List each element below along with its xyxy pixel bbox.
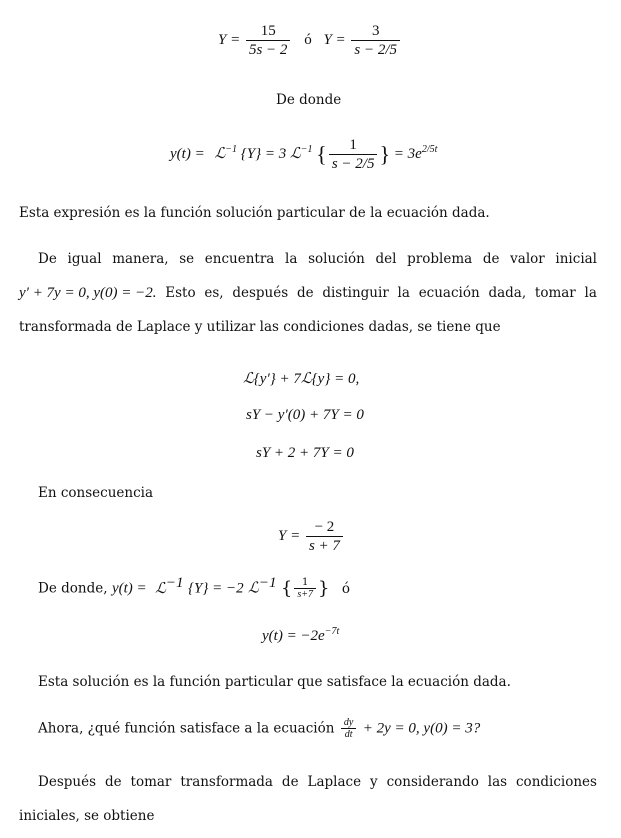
word: de	[482, 251, 500, 267]
paragraph-5-line-1	[38, 774, 597, 790]
eq3-lhs: Y =	[278, 527, 301, 544]
en-consecuencia-label: En consecuencia	[38, 485, 154, 501]
paragraph-1: Esta expresión es la función solución particular de la ecuación dada.	[19, 205, 490, 221]
paragraph-2-line-1	[38, 251, 597, 267]
word: manera,	[112, 251, 169, 267]
eq2-lhs: y(t) =	[170, 145, 205, 162]
word: de	[104, 774, 122, 790]
paragraph-4-text: Ahora, ¿qué función satisface a la ecuación	[38, 720, 335, 737]
paragraph-3: Esta solución es la función particular que satisface la ecuación dada.	[38, 674, 511, 690]
eq2-rhs: = 3e	[393, 145, 422, 162]
word: condiciones	[516, 774, 597, 790]
eq2-fraction	[329, 136, 378, 173]
word: es,	[204, 285, 224, 301]
word: ecuación	[418, 285, 480, 301]
word: la	[584, 285, 597, 301]
word: distinguir	[322, 285, 389, 301]
word: transformada	[180, 774, 273, 790]
eq5-num: 1	[294, 577, 316, 589]
derivative-fraction	[341, 717, 356, 740]
eq1-separator: ó	[304, 31, 312, 48]
eq5-lhs: y(t) =	[111, 580, 147, 597]
equation-Y-solution	[278, 518, 345, 555]
word: la	[285, 251, 298, 267]
eq4-exponent: −7t	[324, 626, 340, 637]
word: de	[296, 285, 314, 301]
paragraph-2-line-3: transformada de Laplace y utilizar las condiciones dadas, se tiene que	[19, 319, 501, 335]
eq3-fraction	[306, 518, 343, 555]
derivative-den: dt	[344, 729, 353, 740]
eq1-den1: 5s − 2	[248, 42, 288, 58]
inverse-exponent: −1	[300, 143, 313, 155]
right-brace: }	[318, 578, 330, 600]
word: valor	[510, 251, 545, 267]
eq4-lhs: y(t) = −2e	[262, 628, 325, 644]
equation-laplace-transform: ℒ{y′} + 7ℒ{y} = 0,	[243, 371, 360, 387]
word: la	[397, 285, 410, 301]
de-donde-label-2: De donde,	[38, 580, 108, 597]
eq5-arg: {Y} = −2	[187, 580, 244, 597]
word: considerando	[386, 774, 479, 790]
inverse-exponent: −1	[258, 575, 277, 591]
derivative-num: dy	[341, 717, 356, 729]
eq3-num: − 2	[306, 518, 343, 537]
laplace-symbol: ℒ	[214, 145, 226, 162]
word: y	[370, 774, 378, 790]
equation-y-of-t	[262, 626, 339, 645]
inverse-exponent: −1	[225, 143, 237, 155]
de-donde-label-1: De donde	[276, 92, 342, 108]
paragraph-5-line-2: iniciales, se obtiene	[19, 808, 155, 824]
inline-ivp: y′ + 7y = 0, y(0) = −2.	[19, 285, 157, 301]
eq2-num: 1	[329, 136, 378, 155]
word: igual	[67, 251, 102, 267]
eq2-den: s − 2/5	[331, 156, 375, 172]
eq1-fraction-1	[246, 22, 290, 59]
equation-inverse-laplace-2	[38, 575, 350, 600]
eq1-lhs: Y =	[218, 31, 241, 48]
eq1-den2: s − 2/5	[354, 42, 398, 58]
left-brace: {	[316, 141, 327, 167]
laplace-symbol: ℒ	[248, 580, 259, 597]
eq1-num1: 15	[246, 22, 290, 41]
eq1-fraction-2	[351, 22, 400, 59]
eq2-arg: {Y} = 3	[240, 145, 287, 162]
equation-sY-substituted: sY + 2 + 7Y = 0	[256, 445, 354, 461]
word: De	[38, 251, 57, 267]
eq1-lhs2: Y =	[323, 31, 346, 48]
word: Después	[38, 774, 96, 790]
word: problema	[407, 251, 473, 267]
word: después	[232, 285, 289, 301]
word: se	[179, 251, 195, 267]
equation-inverse-laplace-1	[170, 136, 437, 173]
word: tomar	[130, 774, 172, 790]
equation-sY-transform: sY − y′(0) + 7Y = 0	[246, 407, 364, 423]
left-brace: {	[280, 578, 293, 600]
word: Esto	[165, 285, 196, 301]
word: Laplace	[307, 774, 362, 790]
eq1-num2: 3	[351, 22, 400, 41]
word: las	[487, 774, 508, 790]
right-brace: }	[379, 141, 391, 167]
word: del	[375, 251, 397, 267]
paragraph-2-line-2	[19, 285, 597, 302]
word: solución	[308, 251, 365, 267]
laplace-symbol: ℒ	[289, 145, 301, 162]
laplace-symbol: ℒ	[155, 580, 166, 597]
eq2-exponent: 2/5t	[421, 143, 438, 155]
eq3-den: s + 7	[308, 538, 340, 554]
equation-y-fractions	[218, 22, 402, 59]
inverse-exponent: −1	[165, 575, 184, 591]
eq5-fraction	[294, 577, 316, 600]
paragraph-4-equation: + 2y = 0, y(0) = 3?	[362, 720, 481, 737]
word: inicial	[555, 251, 597, 267]
paragraph-4	[38, 717, 480, 740]
word: encuentra	[204, 251, 275, 267]
word: de	[281, 774, 299, 790]
eq5-separator: ó	[341, 580, 351, 597]
word: tomar	[534, 285, 576, 301]
eq5-den: s+7	[297, 589, 314, 601]
word: dada,	[488, 285, 527, 301]
